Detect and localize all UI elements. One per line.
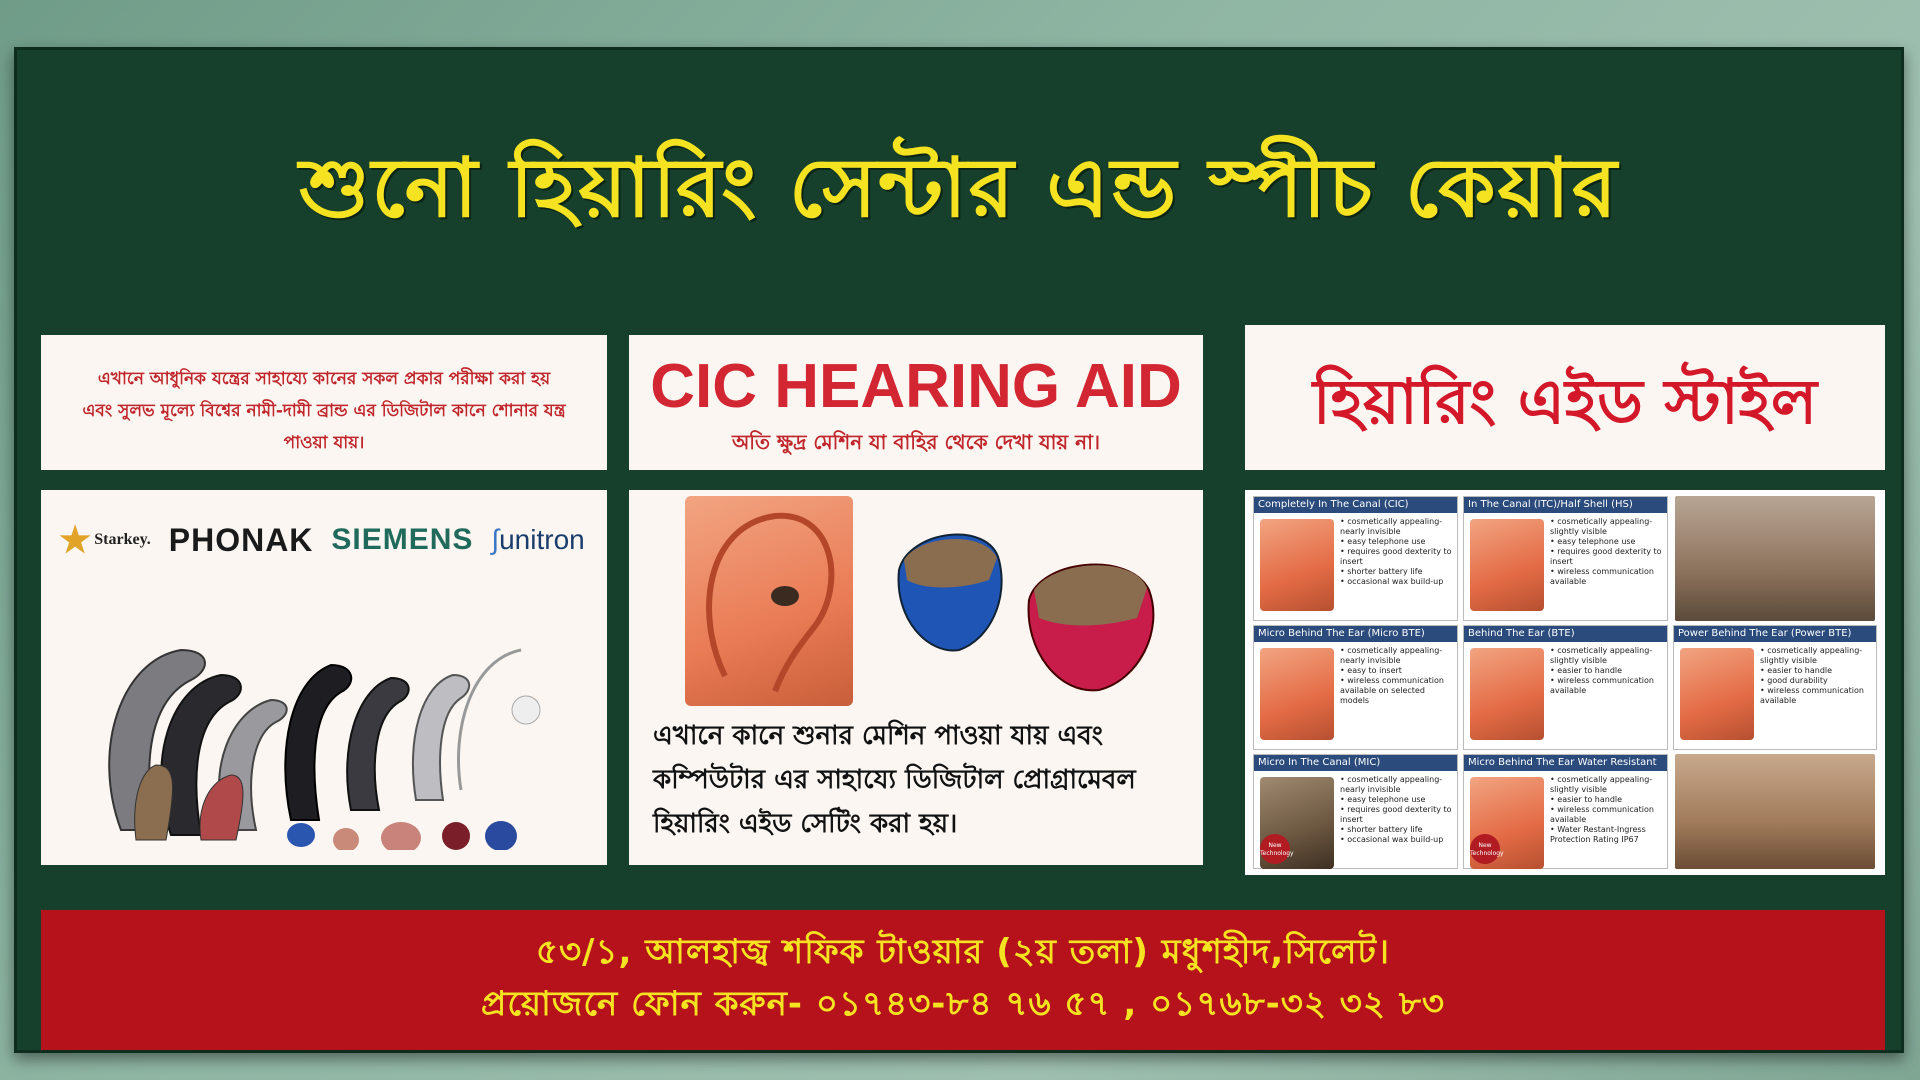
- feature-item: • easy telephone use: [1550, 537, 1663, 547]
- feature-item: • easier to handle: [1550, 666, 1663, 676]
- sign-title: শুনো হিয়ারিং সেন্টার এন্ড স্পীচ কেয়ার: [299, 141, 1619, 236]
- intro-line-2: এবং সুলভ মূল্যে বিশ্বের নামী-দামী ব্রান্ড এর ডিজিটাল কানে শোনার যন্ত্র পাওয়া যায়।: [82, 401, 566, 453]
- feature-item: • cosmetically appealing-slightly visible: [1550, 775, 1663, 795]
- brand-starkey-label: Starkey.: [94, 531, 151, 548]
- feature-item: • wireless communication available: [1550, 805, 1663, 825]
- brand-siemens: SIEMENS: [331, 523, 474, 556]
- cic-panel: [629, 335, 1203, 470]
- style-name: Power Behind The Ear (Power BTE): [1674, 626, 1876, 642]
- feature-item: • shorter battery life: [1340, 825, 1453, 835]
- service-line-2: কম্পিউটার এর সাহায্যে ডিজিটাল প্রোগ্রামেবল: [653, 765, 1136, 795]
- feature-item: • easy telephone use: [1340, 795, 1453, 805]
- ear-outline: [709, 516, 831, 691]
- style-cell-bte: [1463, 625, 1668, 750]
- brand-phonak: PHONAK: [168, 521, 314, 558]
- feature-item: • easy telephone use: [1340, 537, 1453, 547]
- bte-devices: [109, 650, 540, 840]
- feature-list: [1340, 775, 1453, 845]
- child-photo: [1675, 496, 1875, 621]
- ear-photo: [1680, 648, 1754, 740]
- style-name: Micro Behind The Ear Water Resistant: [1464, 755, 1667, 771]
- styles-grid-panel: [1245, 490, 1885, 875]
- brands-panel: [41, 490, 607, 865]
- feature-item: • shorter battery life: [1340, 567, 1453, 577]
- ear-photo: [685, 496, 853, 706]
- style-cell-itc: [1463, 496, 1668, 621]
- feature-item: • cosmetically appealing-slightly visible: [1550, 517, 1663, 537]
- feature-item: • cosmetically appealing-slightly visible: [1550, 646, 1663, 666]
- style-heading: হিয়ারিং এইড স্টাইল: [1312, 365, 1818, 438]
- feature-item: • wireless communication available: [1550, 676, 1663, 696]
- bte-device: [347, 678, 408, 810]
- feature-item: • easier to handle: [1760, 666, 1872, 676]
- feature-item: • occasional wax build-up: [1340, 835, 1453, 845]
- feature-item: • Water Restant-Ingress Protection Rating IP67: [1550, 825, 1663, 845]
- new-technology-badge: New Technology: [1260, 834, 1290, 864]
- ear-photo: [1470, 519, 1544, 611]
- address-line: ৫৩/১, আলহাজ্ব শফিক টাওয়ার (২য় তলা) মধুশহীদ,সিলেট।: [535, 932, 1391, 972]
- ite-devices: [287, 821, 517, 850]
- star-icon: ★: [59, 520, 92, 560]
- feature-item: • easier to handle: [1550, 795, 1663, 805]
- brand-unitron-label: unitron: [499, 524, 585, 555]
- feature-item: • requires good dexterity to insert: [1550, 547, 1663, 567]
- feature-item: • cosmetically appealing-nearly invisible: [1340, 775, 1453, 795]
- style-cell-micro-bte: [1253, 625, 1458, 750]
- ear-photo: [1260, 519, 1334, 611]
- style-cell-micro-bte-wr: [1463, 754, 1668, 869]
- ite-device: [485, 821, 517, 850]
- new-technology-badge: New Technology: [1470, 834, 1500, 864]
- style-cell-cic: [1253, 496, 1458, 621]
- service-text: [653, 714, 1189, 846]
- style-name: Micro In The Canal (MIC): [1254, 755, 1457, 771]
- ear-photo: [1260, 648, 1334, 740]
- hearing-aids-illustration: [61, 590, 591, 850]
- cic-illustration-panel: [629, 490, 1203, 865]
- intro-line-1: এখানে আধুনিক যন্ত্রের সাহায্যে কানের সকল প্রকার পরীক্ষা করা হয়: [97, 369, 551, 389]
- service-line-1: এখানে কানে শুনার মেশিন পাওয়া যায় এবং: [653, 721, 1103, 751]
- feature-item: • requires good dexterity to insert: [1340, 805, 1453, 825]
- bte-dome: [512, 696, 540, 724]
- ite-device: [287, 823, 315, 847]
- phone-line: প্রয়োজনে ফোন করুন- ০১৭৪৩-৮৪ ৭৬ ৫৭ , ০১৭৬৮-৩২ ৩২ ৮৩: [480, 984, 1446, 1024]
- style-name: Micro Behind The Ear (Micro BTE): [1254, 626, 1457, 642]
- bte-device: [200, 775, 243, 840]
- feature-item: • wireless communication available on selected models: [1340, 676, 1453, 706]
- feature-item: • wireless communication available: [1760, 686, 1872, 706]
- feature-item: • requires good dexterity to insert: [1340, 547, 1453, 567]
- service-line-3: হিয়ারিং এইড সেটিং করা হয়।: [653, 809, 958, 839]
- cic-title: CIC HEARING AID: [650, 352, 1182, 421]
- feature-item: • cosmetically appealing-nearly invisible: [1340, 517, 1453, 537]
- feature-list: [1550, 775, 1663, 845]
- brand-row: [59, 510, 597, 570]
- feature-list: [1550, 517, 1663, 587]
- style-name: Behind The Ear (BTE): [1464, 626, 1667, 642]
- bte-device: [285, 665, 351, 820]
- style-cell-mic: [1253, 754, 1458, 869]
- feature-item: • occasional wax build-up: [1340, 577, 1453, 587]
- feature-item: • cosmetically appealing-slightly visible: [1760, 646, 1872, 666]
- brand-starkey: [59, 522, 151, 558]
- feature-list: [1760, 646, 1872, 706]
- ite-device: [442, 822, 470, 850]
- cic-in-ear: [771, 586, 799, 606]
- cic-devices-illustration: [879, 510, 1179, 710]
- cic-subtitle: অতি ক্ষুদ্র মেশিন যা বাহির থেকে দেখা যায় না।: [731, 430, 1101, 454]
- feature-item: • wireless communication available: [1550, 567, 1663, 587]
- style-heading-panel: [1245, 325, 1885, 470]
- unitron-swirl-icon: ∫: [491, 524, 500, 555]
- style-cell-power-bte: [1673, 625, 1877, 750]
- feature-list: [1550, 646, 1663, 696]
- feature-list: [1340, 646, 1453, 706]
- feature-list: [1340, 517, 1453, 587]
- style-name: In The Canal (ITC)/Half Shell (HS): [1464, 497, 1667, 513]
- address-strip: [41, 910, 1885, 1050]
- feature-item: • easy to insert: [1340, 666, 1453, 676]
- intro-panel: [41, 335, 607, 470]
- bte-device: [459, 650, 522, 790]
- style-name: Completely In The Canal (CIC): [1254, 497, 1457, 513]
- feature-item: • cosmetically appealing-nearly invisible: [1340, 646, 1453, 666]
- signboard: [14, 47, 1904, 1053]
- smiling-boy-photo: [1675, 754, 1875, 869]
- ite-device: [333, 828, 359, 850]
- ite-device: [381, 822, 421, 850]
- feature-item: • good durability: [1760, 676, 1872, 686]
- brand-unitron: [491, 524, 584, 556]
- ear-photo: [1470, 648, 1544, 740]
- ear-drawing: [685, 496, 853, 706]
